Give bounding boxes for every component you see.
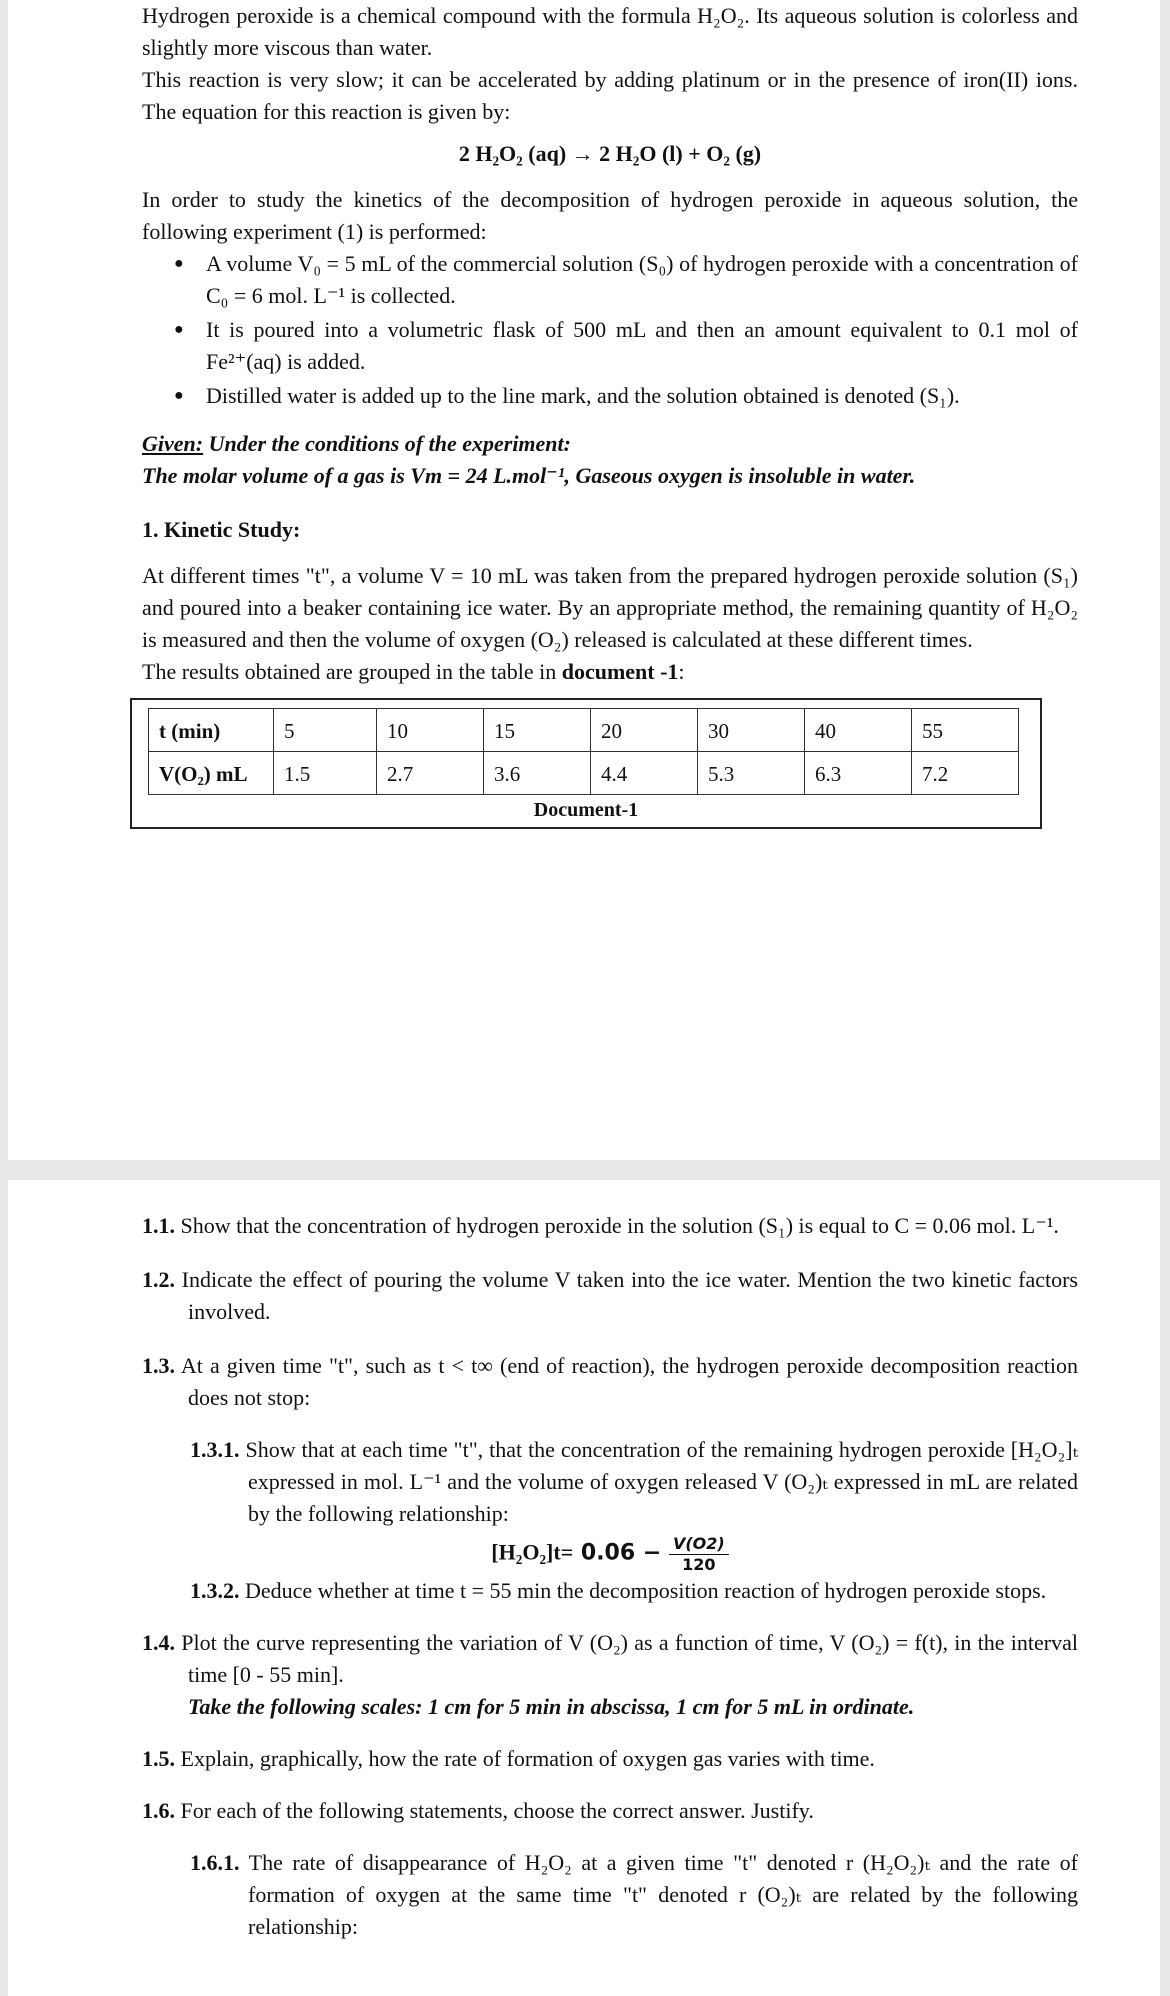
experiment-step-1: ● A volume V₀ = 5 mL of the commercial solution (S₀) of hydrogen peroxide with a concentration of C₀ = 6 mol. L⁻¹ is collected. <box>142 248 1078 312</box>
row-label-time: t (min) <box>149 709 274 752</box>
page-1-content <box>142 0 1078 829</box>
table-row-volume <box>149 752 1019 795</box>
question-1-3 <box>142 1350 1078 1414</box>
table-cell: 30 <box>698 709 805 752</box>
formula-lhs: [H₂O₂]t= <box>491 1539 574 1565</box>
table-cell: 2.7 <box>377 752 484 795</box>
table-intro-text: The results obtained are grouped in the table in <box>142 659 562 684</box>
question-1-3-1 <box>190 1434 1078 1530</box>
table-cell: 15 <box>484 709 591 752</box>
table-row-time <box>149 709 1019 752</box>
question-number: 1.2. <box>142 1267 175 1292</box>
question-text: Indicate the effect of pouring the volume V taken into the ice water. Mention the two kinetic factors involved. <box>175 1267 1078 1324</box>
table-cell: 6.3 <box>805 752 912 795</box>
document-page-2 <box>8 1180 1160 1996</box>
question-text: Show that the concentration of hydrogen peroxide in the solution (S₁) is equal to C = 0.06 mol. L⁻¹. <box>175 1213 1059 1238</box>
graph-scales: Take the following scales: 1 cm for 5 min in abscissa, 1 cm for 5 mL in ordinate. <box>188 1694 915 1719</box>
question-1-6 <box>142 1795 1078 1827</box>
given-line-2: The molar volume of a gas is Vm = 24 L.mol⁻¹, Gaseous oxygen is insoluble in water. <box>142 463 916 488</box>
intro-paragraph-2: This reaction is very slow; it can be accelerated by adding platinum or in the presence of iron(II) ions. The equation for this reaction is given by: <box>142 67 1078 124</box>
question-text: Deduce whether at time t = 55 min the decomposition reaction of hydrogen peroxide stops. <box>239 1578 1047 1603</box>
document-caption: Document-1 <box>533 799 639 821</box>
question-number: 1.5. <box>142 1746 175 1771</box>
table-cell: 4.4 <box>591 752 698 795</box>
question-number: 1.3.1. <box>190 1437 240 1462</box>
formula-numerator: V(O2) <box>669 1534 729 1555</box>
experiment-step-3: ● Distilled water is added up to the line mark, and the solution obtained is denoted (S₁). <box>142 380 1078 412</box>
document-1-box <box>130 698 1042 829</box>
question-number: 1.3. <box>142 1353 175 1378</box>
question-1-2 <box>142 1264 1078 1328</box>
question-1-3-2 <box>190 1575 1078 1607</box>
question-text: Show that at each time "t", that the concentration of the remaining hydrogen peroxide [H₂O₂]ₜ expressed in mol. L⁻¹ and the volume of oxygen released V (O₂)ₜ expressed in mL are related by the following relationship: <box>239 1437 1078 1526</box>
table-cell: 5 <box>274 709 377 752</box>
section-1-paragraph: At different times "t", a volume V = 10 mL was taken from the prepared hydrogen peroxide solution (S₁) and poured into a beaker containing ice water. By an appropriate method, the remaining quantity of H₂O₂ is measured and then the volume of oxygen (O₂) released is calculated at these different times. <box>142 563 1078 652</box>
table-cell: 3.6 <box>484 752 591 795</box>
page-2-content <box>142 1210 1078 1943</box>
experiment-steps-list <box>142 248 1078 412</box>
results-table <box>148 708 1019 795</box>
document-page-1 <box>8 0 1160 1160</box>
experiment-intro: In order to study the kinetics of the decomposition of hydrogen peroxide in aqueous solution, the following experiment (1) is performed: <box>142 187 1078 244</box>
table-cell: 55 <box>912 709 1019 752</box>
formula-denominator: 120 <box>682 1555 716 1574</box>
question-number: 1.3.2. <box>190 1578 240 1603</box>
table-cell: 40 <box>805 709 912 752</box>
intro-paragraph-1: Hydrogen peroxide is a chemical compound with the formula H₂O₂. Its aqueous solution is colorless and slightly more viscous than water. <box>142 3 1078 60</box>
concentration-formula <box>142 1534 1078 1575</box>
question-1-6-1 <box>190 1847 1078 1943</box>
given-label: Given: <box>142 431 204 456</box>
table-cell: 10 <box>377 709 484 752</box>
question-number: 1.6.1. <box>190 1850 240 1875</box>
question-number: 1.4. <box>142 1630 175 1655</box>
question-text: The rate of disappearance of H₂O₂ at a given time "t" denoted r (H₂O₂)ₜ and the rate of formation of oxygen at the same time "t" denoted r (O₂)ₜ are related by the following relationship: <box>239 1850 1078 1939</box>
table-cell: 20 <box>591 709 698 752</box>
question-1-5 <box>142 1743 1078 1775</box>
reaction-equation: 2 H₂O₂ (aq) → 2 H₂O (l) + O₂ (g) <box>458 141 762 166</box>
given-line-1 <box>142 428 1078 460</box>
question-text: Explain, graphically, how the rate of formation of oxygen gas varies with time. <box>175 1746 875 1771</box>
table-intro-colon: : <box>678 659 685 684</box>
question-number: 1.1. <box>142 1213 175 1238</box>
table-cell: 1.5 <box>274 752 377 795</box>
question-text: Plot the curve representing the variation of V (O₂) as a function of time, V (O₂) = f(t), in the interval time [0 - 55 min]. <box>175 1630 1078 1687</box>
formula-constant: 0.06 − <box>573 1540 669 1566</box>
question-1-4 <box>142 1627 1078 1691</box>
section-1-table-intro <box>142 656 1078 688</box>
question-1-1 <box>142 1210 1078 1242</box>
question-text: At a given time "t", such as t < t∞ (end of reaction), the hydrogen peroxide decomposition reaction does not stop: <box>175 1353 1078 1410</box>
given-conditions: Under the conditions of the experiment: <box>203 431 571 456</box>
section-1-title: 1. Kinetic Study: <box>142 517 301 542</box>
document-reference: document -1 <box>561 659 679 684</box>
row-label-volume: V(O₂) mL <box>149 752 274 795</box>
table-cell: 5.3 <box>698 752 805 795</box>
question-text: For each of the following statements, choose the correct answer. Justify. <box>175 1798 814 1823</box>
table-cell: 7.2 <box>912 752 1019 795</box>
question-number: 1.6. <box>142 1798 175 1823</box>
experiment-step-2: ● It is poured into a volumetric flask of 500 mL and then an amount equivalent to 0.1 mol of Fe²⁺(aq) is added. <box>142 314 1078 378</box>
formula-fraction <box>669 1534 729 1575</box>
